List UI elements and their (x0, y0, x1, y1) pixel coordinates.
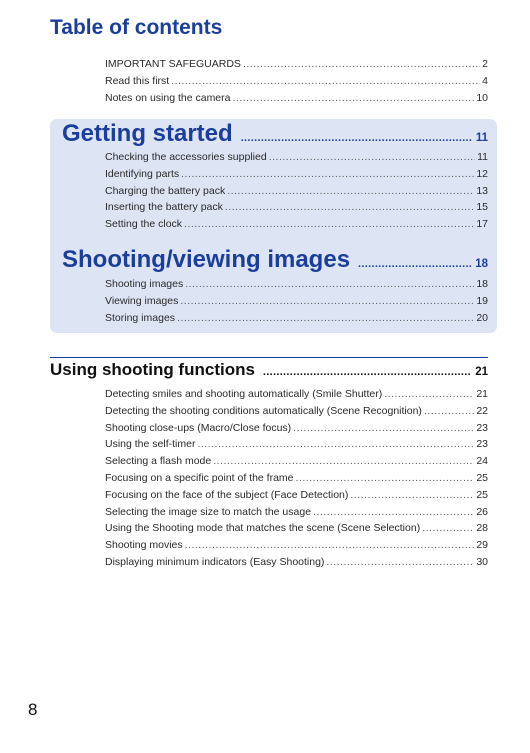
page-ref: 4 (482, 74, 488, 87)
page-ref: 29 (476, 539, 488, 552)
toc-entry[interactable]: Shooting movies ..... 29 (105, 537, 488, 554)
page-ref: 13 (476, 184, 488, 197)
toc-entry[interactable]: Inserting the battery pack ..... 15 (105, 199, 488, 216)
page-title: Table of contents (50, 16, 223, 39)
toc-entry[interactable]: Detecting the shooting conditions automatically (Scene Recognition) ..... 22 (105, 403, 488, 420)
toc-entry[interactable]: IMPORTANT SAFEGUARDS ..... 2 (105, 56, 488, 73)
page-ref: 12 (476, 167, 488, 180)
page-ref: 21 (476, 388, 488, 400)
page-ref: 30 (476, 555, 488, 568)
section-heading-shooting-functions[interactable]: Using shooting functions ..... 21 (50, 360, 488, 380)
toc-entry[interactable]: Viewing images ..... 19 (105, 293, 488, 310)
page-ref: 10 (476, 91, 488, 104)
toc-entry[interactable]: Charging the battery pack ..... 13 (105, 183, 488, 200)
toc-entry[interactable]: Focusing on the face of the subject (Face Detection) ..... 25 (105, 487, 488, 504)
page-ref: 25 (476, 471, 488, 484)
toc-entry[interactable]: Selecting the image size to match the usage ..... 26 (105, 504, 488, 521)
page-ref: 17 (476, 218, 488, 231)
page-ref: 20 (476, 311, 488, 324)
page-ref: 23 (476, 421, 488, 434)
toc-entry[interactable]: Using the Shooting mode that matches the scene (Scene Selection) ..... 28 (105, 520, 488, 537)
toc-entry[interactable]: Shooting close-ups (Macro/Close focus) ..... 23 (105, 420, 488, 437)
page-number: 8 (28, 700, 38, 719)
section-heading-shooting-viewing[interactable]: Shooting/viewing images ..... 18 (62, 246, 488, 274)
toc-entry[interactable]: Shooting images ..... 18 (105, 276, 488, 293)
page-ref: 19 (476, 294, 488, 307)
toc-entry[interactable]: Identifying parts ..... 12 (105, 166, 488, 183)
page-ref: 22 (476, 404, 488, 417)
toc-entry[interactable]: Selecting a flash mode ..... 24 (105, 453, 488, 470)
getting-started-entry-list (105, 149, 488, 233)
page-ref: 26 (476, 505, 488, 518)
page-ref: 23 (476, 438, 488, 451)
intro-entry-list (105, 56, 488, 106)
page-ref: 24 (476, 455, 488, 468)
page-ref: 25 (476, 488, 488, 501)
page-ref: 2 (482, 58, 488, 70)
toc-entry[interactable]: Checking the accessories supplied ..... 11 (105, 149, 488, 166)
shooting-functions-entry-list (105, 386, 488, 571)
toc-entry[interactable]: Displaying minimum indicators (Easy Shooting) ..... 30 (105, 554, 488, 571)
section-divider (50, 357, 488, 358)
toc-entry[interactable]: Setting the clock ..... 17 (105, 216, 488, 233)
toc-entry[interactable]: Notes on using the camera ..... 10 (105, 90, 488, 107)
toc-entry[interactable]: Detecting smiles and shooting automatically (Smile Shutter) ..... 21 (105, 386, 488, 403)
page-ref: 18 (476, 278, 488, 290)
section-heading-getting-started[interactable]: Getting started ..... 11 (62, 120, 488, 148)
toc-entry[interactable]: Using the self-timer ..... 23 (105, 436, 488, 453)
page-ref: 15 (476, 201, 488, 214)
toc-entry[interactable]: Storing images ..... 20 (105, 310, 488, 327)
shooting-viewing-entry-list (105, 276, 488, 326)
toc-entry[interactable]: Read this first ..... 4 (105, 73, 488, 90)
toc-entry[interactable]: Focusing on a specific point of the frame ..... 25 (105, 470, 488, 487)
page-ref: 11 (477, 151, 488, 163)
page-ref: 28 (476, 522, 488, 535)
